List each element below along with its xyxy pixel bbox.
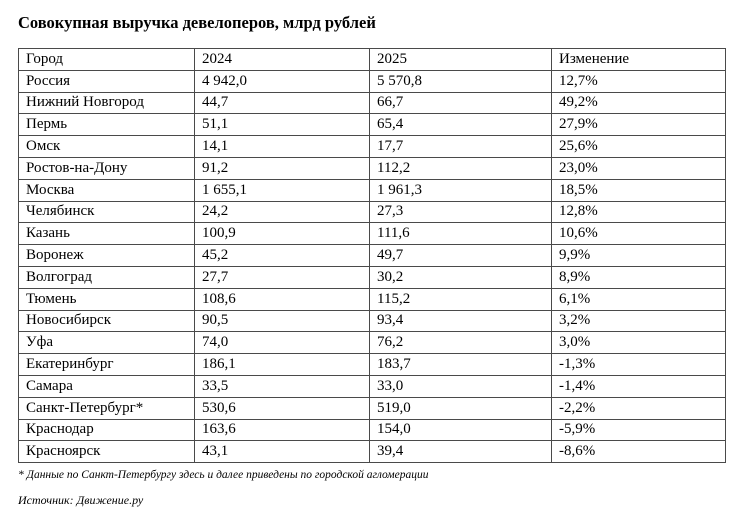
value-cell: 25,6% (552, 136, 726, 158)
value-cell: -8,6% (552, 441, 726, 463)
city-cell: Россия (19, 70, 195, 92)
city-cell: Екатеринбург (19, 354, 195, 376)
value-cell: 24,2 (195, 201, 370, 223)
value-cell: 39,4 (370, 441, 552, 463)
table-row (19, 136, 726, 158)
value-cell: 112,2 (370, 157, 552, 179)
city-cell: Казань (19, 223, 195, 245)
footnote: * Данные по Санкт-Петербургу здесь и далее приведены по городской агломерации (18, 469, 429, 482)
city-cell: Ростов-на-Дону (19, 157, 195, 179)
table-row (19, 92, 726, 114)
city-cell: Омск (19, 136, 195, 158)
city-cell: Волгоград (19, 266, 195, 288)
value-cell: 45,2 (195, 245, 370, 267)
developer-revenue-table (18, 48, 726, 463)
value-cell: 93,4 (370, 310, 552, 332)
city-cell: Пермь (19, 114, 195, 136)
value-cell: 4 942,0 (195, 70, 370, 92)
value-cell: 8,9% (552, 266, 726, 288)
value-cell: 530,6 (195, 397, 370, 419)
value-cell: 23,0% (552, 157, 726, 179)
city-cell: Уфа (19, 332, 195, 354)
value-cell: 1 655,1 (195, 179, 370, 201)
column-header: 2025 (370, 49, 552, 71)
value-cell: 183,7 (370, 354, 552, 376)
value-cell: 100,9 (195, 223, 370, 245)
value-cell: 6,1% (552, 288, 726, 310)
value-cell: 65,4 (370, 114, 552, 136)
value-cell: 30,2 (370, 266, 552, 288)
value-cell: 49,2% (552, 92, 726, 114)
city-cell: Нижний Новгород (19, 92, 195, 114)
value-cell: 1 961,3 (370, 179, 552, 201)
city-cell: Воронеж (19, 245, 195, 267)
value-cell: 33,0 (370, 375, 552, 397)
city-cell: Новосибирск (19, 310, 195, 332)
value-cell: 186,1 (195, 354, 370, 376)
value-cell: 74,0 (195, 332, 370, 354)
value-cell: 76,2 (370, 332, 552, 354)
value-cell: 90,5 (195, 310, 370, 332)
value-cell: 108,6 (195, 288, 370, 310)
table-header (19, 49, 726, 71)
value-cell: 519,0 (370, 397, 552, 419)
value-cell: 43,1 (195, 441, 370, 463)
value-cell: 49,7 (370, 245, 552, 267)
source-line: Источник: Движение.ру (18, 493, 144, 508)
table-row (19, 179, 726, 201)
value-cell: -5,9% (552, 419, 726, 441)
value-cell: 17,7 (370, 136, 552, 158)
column-header: Город (19, 49, 195, 71)
table-row (19, 70, 726, 92)
value-cell: 44,7 (195, 92, 370, 114)
value-cell: 27,9% (552, 114, 726, 136)
value-cell: 5 570,8 (370, 70, 552, 92)
value-cell: 3,0% (552, 332, 726, 354)
value-cell: 33,5 (195, 375, 370, 397)
page-title: Совокупная выручка девелоперов, млрд рублей (18, 13, 376, 32)
header-row (19, 49, 726, 71)
column-header: 2024 (195, 49, 370, 71)
city-cell: Самара (19, 375, 195, 397)
value-cell: 18,5% (552, 179, 726, 201)
value-cell: -2,2% (552, 397, 726, 419)
city-cell: Тюмень (19, 288, 195, 310)
table-row (19, 266, 726, 288)
city-cell: Москва (19, 179, 195, 201)
city-cell: Челябинск (19, 201, 195, 223)
table-row (19, 288, 726, 310)
value-cell: 111,6 (370, 223, 552, 245)
value-cell: 27,3 (370, 201, 552, 223)
table-row (19, 441, 726, 463)
table-row (19, 114, 726, 136)
table-row (19, 201, 726, 223)
table-row (19, 332, 726, 354)
table-row (19, 419, 726, 441)
city-cell: Санкт-Петербург* (19, 397, 195, 419)
value-cell: 115,2 (370, 288, 552, 310)
value-cell: 12,8% (552, 201, 726, 223)
value-cell: 51,1 (195, 114, 370, 136)
table-body (19, 70, 726, 462)
value-cell: 12,7% (552, 70, 726, 92)
value-cell: 9,9% (552, 245, 726, 267)
column-header: Изменение (552, 49, 726, 71)
value-cell: 163,6 (195, 419, 370, 441)
table-row (19, 397, 726, 419)
value-cell: 27,7 (195, 266, 370, 288)
table-row (19, 310, 726, 332)
value-cell: 3,2% (552, 310, 726, 332)
value-cell: 66,7 (370, 92, 552, 114)
table-row (19, 223, 726, 245)
value-cell: -1,3% (552, 354, 726, 376)
city-cell: Краснодар (19, 419, 195, 441)
value-cell: -1,4% (552, 375, 726, 397)
value-cell: 91,2 (195, 157, 370, 179)
table-row (19, 375, 726, 397)
value-cell: 14,1 (195, 136, 370, 158)
value-cell: 10,6% (552, 223, 726, 245)
table-row (19, 157, 726, 179)
table-row (19, 245, 726, 267)
value-cell: 154,0 (370, 419, 552, 441)
table-row (19, 354, 726, 376)
city-cell: Красноярск (19, 441, 195, 463)
